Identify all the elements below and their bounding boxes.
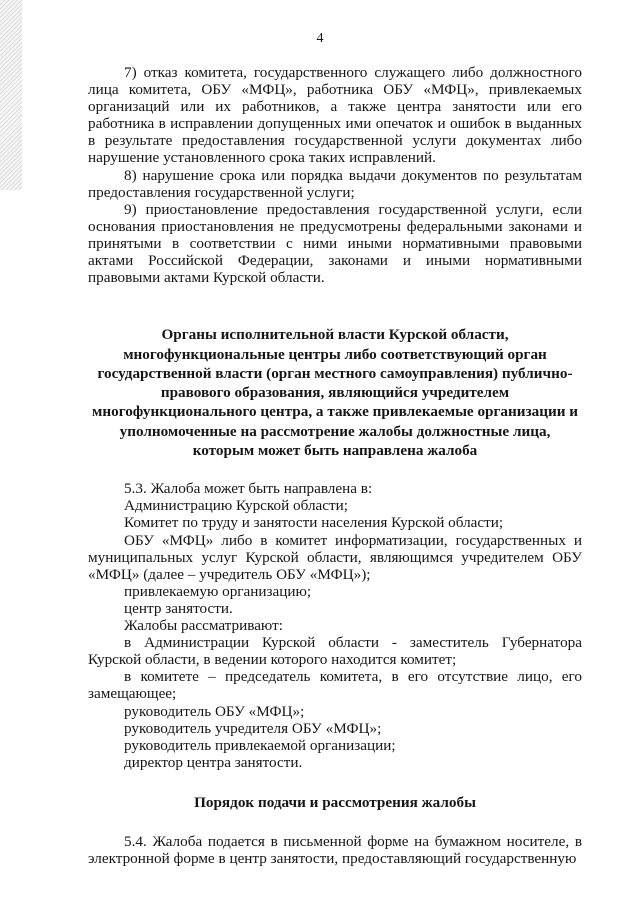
reviewer-item: руководитель учредителя ОБУ «МФЦ»;	[124, 719, 382, 737]
section-heading-complaint-procedure: Порядок подачи и рассмотрения жалобы	[194, 793, 476, 811]
reviewer-item: в комитете – председатель комитета, в его отсутствие лицо, его замещающее;	[88, 668, 582, 703]
heading-line: правового образования, являющийся учредителем	[160, 384, 510, 402]
section-5-4-paragraph: 5.4. Жалоба подается в письменной форме на бумажном носителе, в электронной форме в центр занятости, предоставляющий государственную	[88, 833, 582, 868]
heading-line: уполномоченные на рассмотрение жалобы должностные лица,	[119, 422, 551, 440]
heading-line: многофункционального центра, а также привлекаемые организации и	[92, 403, 578, 421]
reviewer-item: директор центра занятости.	[124, 753, 303, 771]
addressee-item: Комитет по труду и занятости населения Курской области;	[124, 514, 504, 532]
addressee-item: Администрацию Курской области;	[124, 497, 349, 515]
scan-edge-artifact	[0, 0, 22, 190]
page-number: 4	[316, 31, 324, 46]
heading-line: которым может быть направлена жалоба	[192, 442, 478, 459]
addressee-item: центр занятости.	[124, 599, 233, 617]
reviewer-item: руководитель ОБУ «МФЦ»;	[124, 702, 305, 720]
reviewers-intro: Жалобы рассматривают:	[124, 617, 283, 635]
section-5-3-intro: 5.3. Жалоба может быть направлена в:	[124, 480, 373, 498]
heading-line: многофункциональные центры либо соответствующий орган	[123, 345, 547, 363]
paragraph-item-7: 7) отказ комитета, государственного служащего либо должностного лица комитета, ОБУ «МФЦ», работника ОБУ «МФЦ», привлекаемых организаций или их работников, а также центра занятости или его работника в исправлении допущенных ими опечаток и ошибок в выданных в результате предоставления государственной услуги документах либо нарушение установленного срока таких исправлений.	[88, 64, 582, 167]
section-heading-complaint-bodies	[88, 325, 582, 460]
addressee-item: ОБУ «МФЦ» либо в комитет информатизации, государственных и муниципальных услуг Курской области, являющимся учредителем ОБУ «МФЦ» (далее – учредитель ОБУ «МФЦ»);	[88, 531, 582, 583]
paragraph-item-9: 9) приостановление предоставления государственной услуги, если основания приостановления не предусмотрены федеральными законами и принятыми в соответствии с ними иными нормативными правовыми актами Российской Федерации, законами и иными нормативными правовыми актами Курской области.	[88, 200, 582, 287]
heading-line: государственной власти (орган местного самоуправления) публично-	[97, 364, 573, 382]
reviewer-item: руководитель привлекаемой организации;	[124, 736, 396, 754]
paragraph-item-8: 8) нарушение срока или порядка выдачи документов по результатам предоставления государственной услуги;	[88, 166, 582, 201]
reviewer-item: в Администрации Курской области - заместитель Губернатора Курской области, в ведении которого находится комитет;	[88, 634, 582, 669]
heading-line: Органы исполнительной власти Курской области,	[161, 326, 509, 344]
addressee-item: привлекаемую организацию;	[124, 582, 312, 600]
document-body	[88, 64, 582, 867]
